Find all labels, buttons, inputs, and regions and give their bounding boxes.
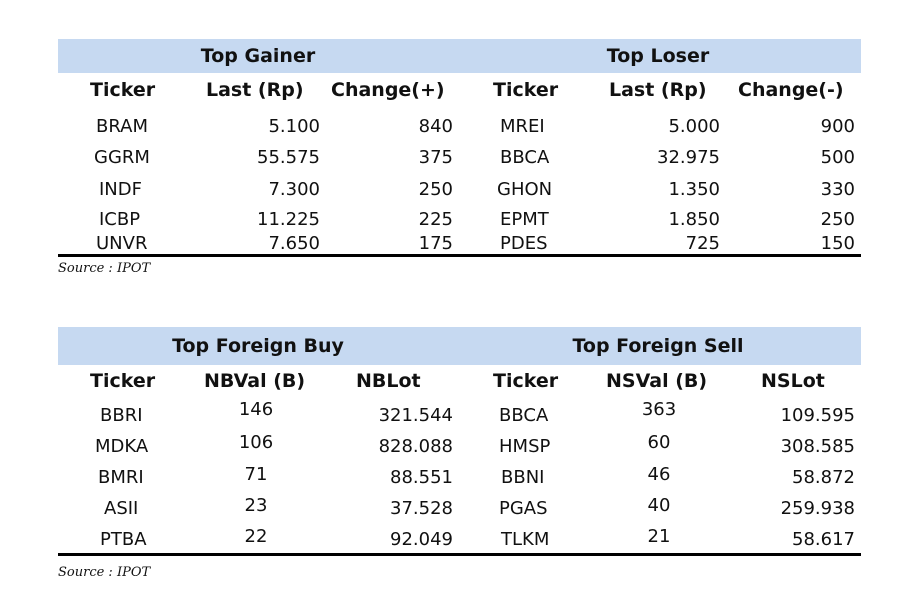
loser-last: 725 [685, 233, 720, 254]
foreign-sell-nslot: 308.585 [780, 436, 855, 457]
col-header-change-minus: Change(-) [738, 79, 844, 101]
col-header-last: Last (Rp) [206, 79, 304, 101]
top-gainer-title: Top Gainer [200, 45, 316, 67]
foreign-buy-nbval: 71 [244, 464, 268, 485]
gainer-change: 840 [418, 116, 453, 137]
top-loser-title: Top Loser [606, 45, 710, 67]
loser-last: 1.350 [668, 179, 720, 200]
col-header-ticker: Ticker [90, 370, 156, 392]
loser-ticker: EPMT [500, 209, 549, 230]
foreign-sell-nslot: 109.595 [780, 405, 855, 426]
foreign-sell-ticker: PGAS [499, 498, 548, 519]
table-bottom-rule [58, 254, 861, 257]
foreign-sell-nslot: 58.872 [792, 467, 855, 488]
gainer-change: 375 [418, 147, 453, 168]
col-header-change-plus: Change(+) [331, 79, 445, 101]
foreign-buy-nblot: 828.088 [378, 436, 453, 457]
gainer-ticker: INDF [99, 179, 142, 200]
foreign-buy-nblot: 88.551 [390, 467, 453, 488]
source-note: Source : IPOT [58, 565, 151, 580]
gainer-last: 55.575 [257, 147, 320, 168]
foreign-buy-nblot: 92.049 [390, 529, 453, 550]
foreign-buy-nbval: 146 [238, 399, 274, 420]
foreign-sell-ticker: BBNI [501, 467, 545, 488]
loser-change: 500 [820, 147, 855, 168]
loser-ticker: GHON [497, 179, 553, 200]
loser-last: 1.850 [668, 209, 720, 230]
foreign-sell-nslot: 58.617 [792, 529, 855, 550]
gainer-last: 7.650 [268, 233, 320, 254]
col-header-last: Last (Rp) [609, 79, 707, 101]
foreign-buy-ticker: ASII [104, 498, 139, 519]
table-bottom-rule [58, 553, 861, 556]
foreign-sell-nslot: 259.938 [780, 498, 855, 519]
loser-ticker: MREI [500, 116, 545, 137]
col-header-nbval: NBVal (B) [204, 370, 306, 392]
foreign-buy-nblot: 37.528 [390, 498, 453, 519]
foreign-sell-nsval: 46 [647, 464, 671, 485]
gainer-loser-table [58, 39, 861, 259]
loser-ticker: BBCA [500, 147, 550, 168]
top-foreign-buy-title: Top Foreign Buy [172, 335, 344, 357]
gainer-ticker: ICBP [99, 209, 141, 230]
col-header-nblot: NBLot [356, 370, 421, 392]
foreign-sell-nsval: 363 [641, 399, 677, 420]
top-foreign-sell-title: Top Foreign Sell [572, 335, 744, 357]
foreign-buy-ticker: BBRI [100, 405, 143, 426]
foreign-buy-ticker: MDKA [95, 436, 149, 457]
loser-change: 150 [820, 233, 855, 254]
gainer-ticker: UNVR [96, 233, 148, 254]
gainer-ticker: GGRM [94, 147, 150, 168]
source-note: Source : IPOT [58, 261, 151, 276]
loser-ticker: PDES [500, 233, 548, 254]
foreign-buy-ticker: BMRI [98, 467, 144, 488]
gainer-last: 7.300 [268, 179, 320, 200]
gainer-change: 225 [418, 209, 453, 230]
foreign-buy-ticker: PTBA [100, 529, 147, 550]
foreign-sell-ticker: BBCA [499, 405, 549, 426]
foreign-buy-nblot: 321.544 [378, 405, 453, 426]
col-header-ticker: Ticker [90, 79, 156, 101]
col-header-ticker: Ticker [493, 79, 559, 101]
gainer-last: 5.100 [268, 116, 320, 137]
foreign-sell-nsval: 60 [647, 432, 671, 453]
loser-change: 330 [820, 179, 855, 200]
loser-change: 250 [820, 209, 855, 230]
foreign-flow-table [58, 327, 861, 559]
foreign-sell-ticker: HMSP [499, 436, 551, 457]
col-header-nslot: NSLot [761, 370, 825, 392]
gainer-change: 250 [418, 179, 453, 200]
gainer-change: 175 [418, 233, 453, 254]
loser-change: 900 [820, 116, 855, 137]
loser-last: 32.975 [657, 147, 720, 168]
foreign-sell-nsval: 21 [647, 526, 671, 547]
loser-last: 5.000 [668, 116, 720, 137]
foreign-buy-nbval: 23 [244, 495, 268, 516]
foreign-sell-nsval: 40 [647, 495, 671, 516]
gainer-ticker: BRAM [96, 116, 148, 137]
foreign-buy-nbval: 106 [238, 432, 274, 453]
foreign-buy-nbval: 22 [244, 526, 268, 547]
gainer-last: 11.225 [257, 209, 320, 230]
col-header-ticker: Ticker [493, 370, 559, 392]
col-header-nsval: NSVal (B) [606, 370, 708, 392]
foreign-sell-ticker: TLKM [501, 529, 550, 550]
